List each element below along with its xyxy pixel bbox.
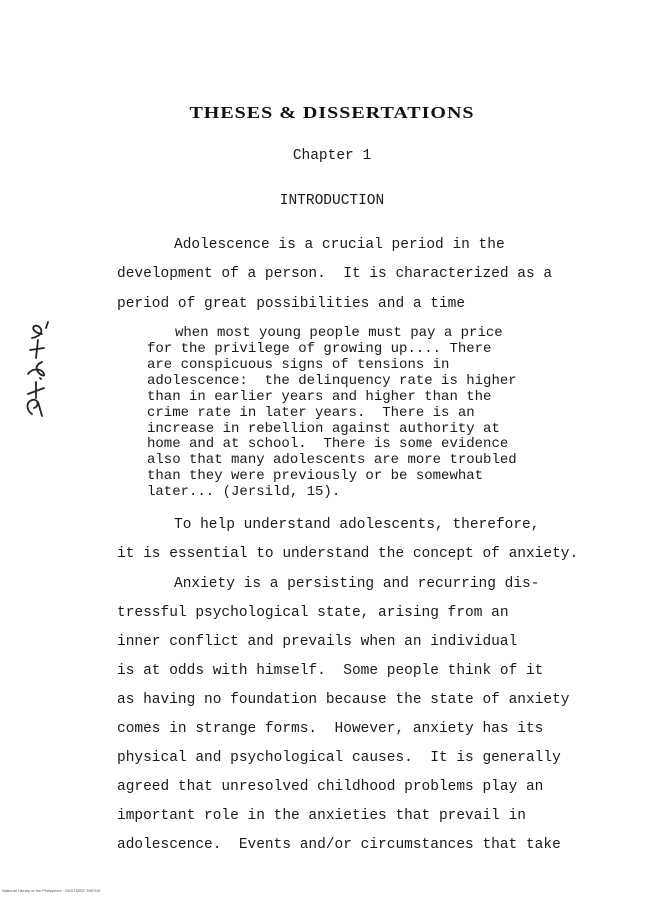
quote-line: increase in rebellion against authority at xyxy=(147,421,500,437)
paragraph-line: is at odds with himself. Some people think of it xyxy=(117,663,544,679)
section-heading: INTRODUCTION xyxy=(279,193,385,209)
scan-footer: National Library of the Philippines · DIGITIZED THESIS xyxy=(2,888,101,893)
paragraph-line: inner conflict and prevails when an individual xyxy=(117,634,518,650)
quote-line: than they were previously or be somewhat xyxy=(147,468,484,484)
paragraph-line: tressful psychological state, arising from an xyxy=(117,605,509,621)
quote-line: crime rate in later years. There is an xyxy=(147,405,475,421)
paragraph-line: important role in the anxieties that prevail in xyxy=(117,808,526,824)
quote-line: adolescence: the delinquency rate is higher xyxy=(147,373,517,389)
handwritten-margin-note xyxy=(22,318,62,418)
paragraph-line: agreed that unresolved childhood problems play an xyxy=(117,779,544,795)
quote-line: are conspicuous signs of tensions in xyxy=(147,357,450,373)
paragraph-line: Anxiety is a persisting and recurring dis- xyxy=(174,576,540,592)
paragraph-line: it is essential to understand the concept of anxiety. xyxy=(117,546,579,562)
paragraph-line: To help understand adolescents, therefore, xyxy=(174,517,540,533)
paragraph-line: adolescence. Events and/or circumstances that take xyxy=(117,837,561,853)
quote-line: when most young people must pay a price xyxy=(175,325,503,341)
quote-line: for the privilege of growing up.... There xyxy=(147,341,492,357)
quote-line: later... (Jersild, 15). xyxy=(147,484,341,500)
quote-line: home and at school. There is some evidence xyxy=(147,436,509,452)
quote-line: than in earlier years and higher than the xyxy=(147,389,492,405)
paragraph-line: period of great possibilities and a time xyxy=(117,296,466,312)
paragraph-line: as having no foundation because the state of anxiety xyxy=(117,692,570,708)
quote-line: also that many adolescents are more troubled xyxy=(147,452,517,468)
paragraph-line: development of a person. It is characterized as a xyxy=(117,266,553,282)
chapter-label: Chapter 1 xyxy=(292,148,372,164)
paragraph-line: comes in strange forms. However, anxiety has its xyxy=(117,721,544,737)
theses-dissertations-stamp: THESES & DISSERTATIONS xyxy=(189,103,475,123)
paragraph-line: Adolescence is a crucial period in the xyxy=(174,237,505,253)
paragraph-line: physical and psychological causes. It is generally xyxy=(117,750,561,766)
